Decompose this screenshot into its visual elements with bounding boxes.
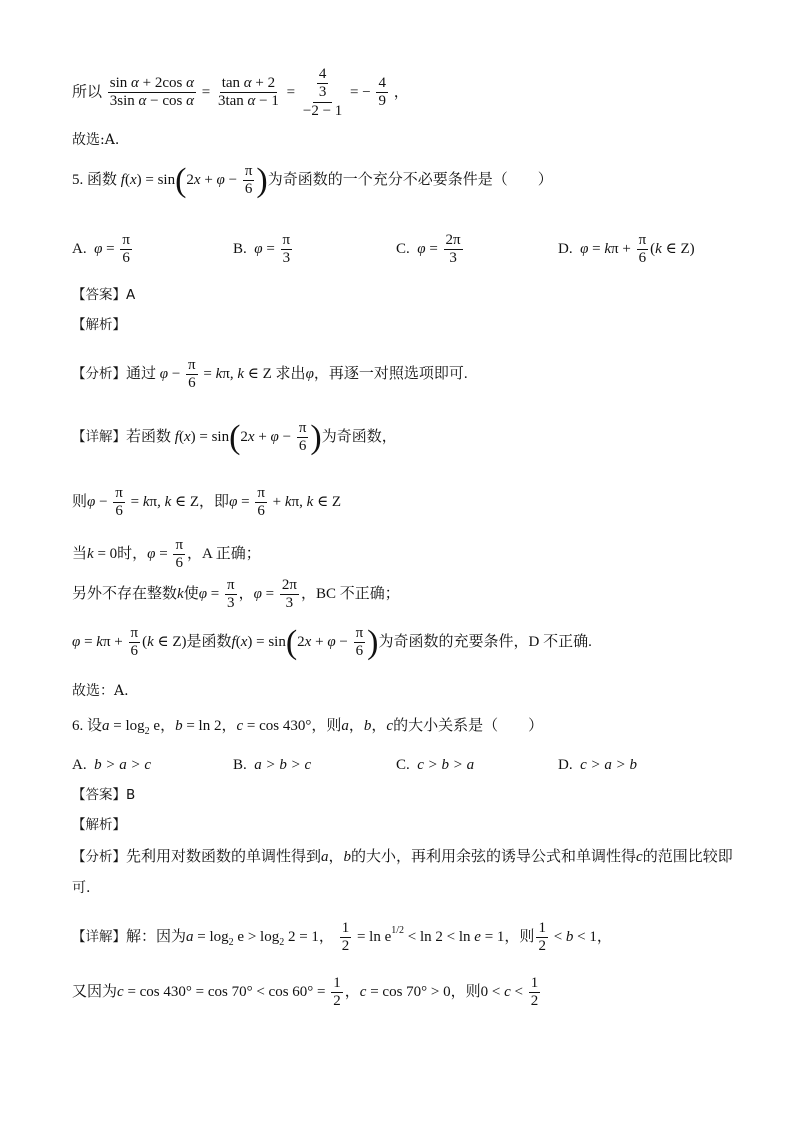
q5-stem: 5. 函数 f(x) = sin(2x + φ − $\frac{\pi}{6}$ )为奇函数的一个充分不必要条件是（ ） — [72, 161, 553, 199]
text: 的大小关系是（ ） — [393, 718, 544, 734]
text: 当 — [72, 546, 88, 563]
text: ， — [238, 586, 254, 603]
question-number: 6. — [72, 718, 84, 734]
text: 时， — [117, 546, 148, 563]
option-letter: C. — [396, 241, 410, 258]
q5-xiangjie-line2: 则φ − $\frac{\pi}{6}$ = kπ, k ∈ Z，即φ = $\frac{\pi}{6}$ + kπ, k ∈ Z — [72, 485, 342, 520]
q6-option-d — [558, 757, 637, 774]
q6-analysis-tag: 【解析】 — [72, 817, 126, 833]
text: 通过 — [126, 366, 157, 383]
answer-value: B — [126, 787, 136, 803]
answer-value: A — [126, 287, 136, 303]
q6-option-a — [72, 757, 151, 774]
q6-xiangjie-line1: 【详解】解：因为$a = \log_2 e > \log_2 2 = 1$， $\frac{1}{2}$ = $\ln e^{1/2} < \ln 2 < \ln e = 1$，则 $\frac{1}{2}$ < b < 1， — [72, 920, 612, 955]
text: 使 — [183, 586, 199, 603]
text: ，则 — [311, 718, 342, 734]
option-letter: C. — [396, 757, 410, 773]
option-letter: B. — [233, 241, 247, 258]
fenxi-tag: 【分析】 — [72, 366, 126, 383]
q5-analysis-tag: 【解析】 — [72, 317, 126, 333]
text: ，BC 不正确； — [300, 586, 400, 603]
xiangjie-tag: 【详解】 — [72, 929, 126, 946]
option-letter: D. — [558, 757, 573, 773]
fraction: $\frac{4}{9}$ — [378, 75, 386, 110]
option-text: a > b > c — [254, 757, 312, 773]
text: ，则 — [450, 984, 481, 1001]
prefix-text: 所以 — [72, 84, 103, 101]
fraction: $\frac{\text{sin α + 2cos α}}{\text{3sin α − cos α}}$ — [109, 75, 194, 110]
text: 设 — [87, 718, 103, 734]
q5-xiangjie-line3: 当k = 0时，φ = $\frac{\pi}{6}$ ，A 正确； — [72, 537, 261, 572]
q6-xiangjie-line2: 又因为c = cos 430° = cos 70° < cos 60° = $\frac{1}{2}$ ，c = cos 70° > 0，则0 < c < $\frac{1}{2}$ — [72, 975, 539, 1010]
text: 解：因为 — [126, 929, 187, 946]
text: ， — [596, 929, 612, 946]
text: 先利用对数函数的单调性得到 — [126, 849, 322, 865]
stem-text: 为奇函数的一个充分不必要条件是（ ） — [267, 172, 553, 189]
q6-fenxi-line2: 可. — [72, 880, 91, 896]
option-letter: A. — [72, 241, 87, 258]
prev-conclusion-line: 所以 $\frac{\text{sin α + 2cos α}}{\text{3sin α − cos α}}$ = $\frac{\text{tan α + 2}}{\text{3tan α − 1}}$ = $\frac{\frac{4}{3}}{-2 - 1}$ = − $\frac{4}{9}$ ， — [72, 66, 409, 119]
fraction: $\frac{\frac{4}{3}}{-2 - 1}$ — [302, 66, 343, 119]
option-letter: A. — [72, 757, 87, 773]
option-text: c > a > b — [580, 757, 637, 773]
fraction: $\frac{\text{tan α + 2}}{\text{3tan α − 1}}$ — [217, 75, 279, 110]
text: 的范围比较即 — [642, 849, 733, 865]
text: 是函数 — [186, 634, 232, 651]
q5-option-c: C. φ = $\frac{2\pi}{3}$ — [396, 232, 461, 267]
text: ，A 正确； — [187, 546, 261, 563]
option-text: c > b > a — [417, 757, 475, 773]
xiangjie-tag: 【详解】 — [72, 429, 126, 446]
q6-option-b — [233, 757, 311, 774]
q6-fenxi-line1: 【分析】先利用对数函数的单调性得到a，b的大小，再利用余弦的诱导公式和单调性得c的范围比较即 — [72, 849, 733, 865]
prev-choose: 故选:A. — [72, 132, 120, 148]
text: ，再逐一对照选项即可. — [313, 366, 468, 383]
option-letter: D. — [558, 241, 573, 258]
suffix-text: ， — [393, 84, 409, 101]
text: 为奇函数的充要条件，D 不正确. — [378, 634, 592, 651]
q5-option-b: B. φ = $\frac{\pi}{3}$ — [233, 232, 291, 267]
text: 的大小，再利用余弦的诱导公式和单调性得 — [351, 849, 637, 865]
text: 若函数 — [126, 429, 172, 446]
q5-fenxi: 【分析】通过 φ − $\frac{\pi}{6}$ = kπ, k ∈ Z 求出φ，再逐一对照选项即可. — [72, 357, 468, 392]
q6-option-c — [396, 757, 474, 774]
q5-option-d: D. φ = kπ + $\frac{\pi}{6}$ (k ∈ Z) — [558, 232, 695, 267]
text: ，则 — [504, 929, 535, 946]
text: ，即 — [199, 494, 230, 511]
fenxi-tag: 【分析】 — [72, 849, 126, 865]
q6-answer — [72, 789, 135, 803]
stem-text: 函数 — [87, 172, 118, 189]
text: 则 — [72, 494, 88, 511]
answer-tag: 【答案】 — [72, 787, 126, 803]
q5-option-a: A. φ = $\frac{\pi}{6}$ — [72, 232, 130, 267]
q5-xiangjie-line4: 另外不存在整数k使φ = $\frac{\pi}{3}$ ，φ = $\frac{2\pi}{3}$ ，BC 不正确； — [72, 577, 400, 612]
answer-tag: 【答案】 — [72, 287, 126, 303]
text: 为奇函数， — [321, 429, 397, 446]
text: ， — [344, 984, 360, 1001]
text: 求出 — [275, 366, 306, 383]
text: 又因为 — [72, 984, 118, 1001]
option-letter: B. — [233, 757, 247, 773]
q6-stem: 6. 设$a = \log_2 e$，b = ln 2，c = cos 430°，则a，b，c的大小关系是（ ） — [72, 718, 544, 737]
option-text: b > a > c — [94, 757, 151, 773]
q5-xiangjie-line5: φ = kπ + $\frac{\pi}{6}$ (k ∈ Z)是函数f(x) = sin(2x + φ − $\frac{\pi}{6}$ )为奇函数的充要条件，D 不正确. — [72, 623, 592, 661]
q5-xiangjie-line1: 【详解】若函数 f(x) = sin(2x + φ − $\frac{\pi}{6}$ )为奇函数， — [72, 418, 397, 456]
q5-choose: 故选：A. — [72, 683, 129, 699]
q5-answer — [72, 289, 135, 303]
question-number: 5. — [72, 172, 84, 189]
text: ， — [318, 929, 334, 946]
text: 另外不存在整数 — [72, 586, 178, 603]
